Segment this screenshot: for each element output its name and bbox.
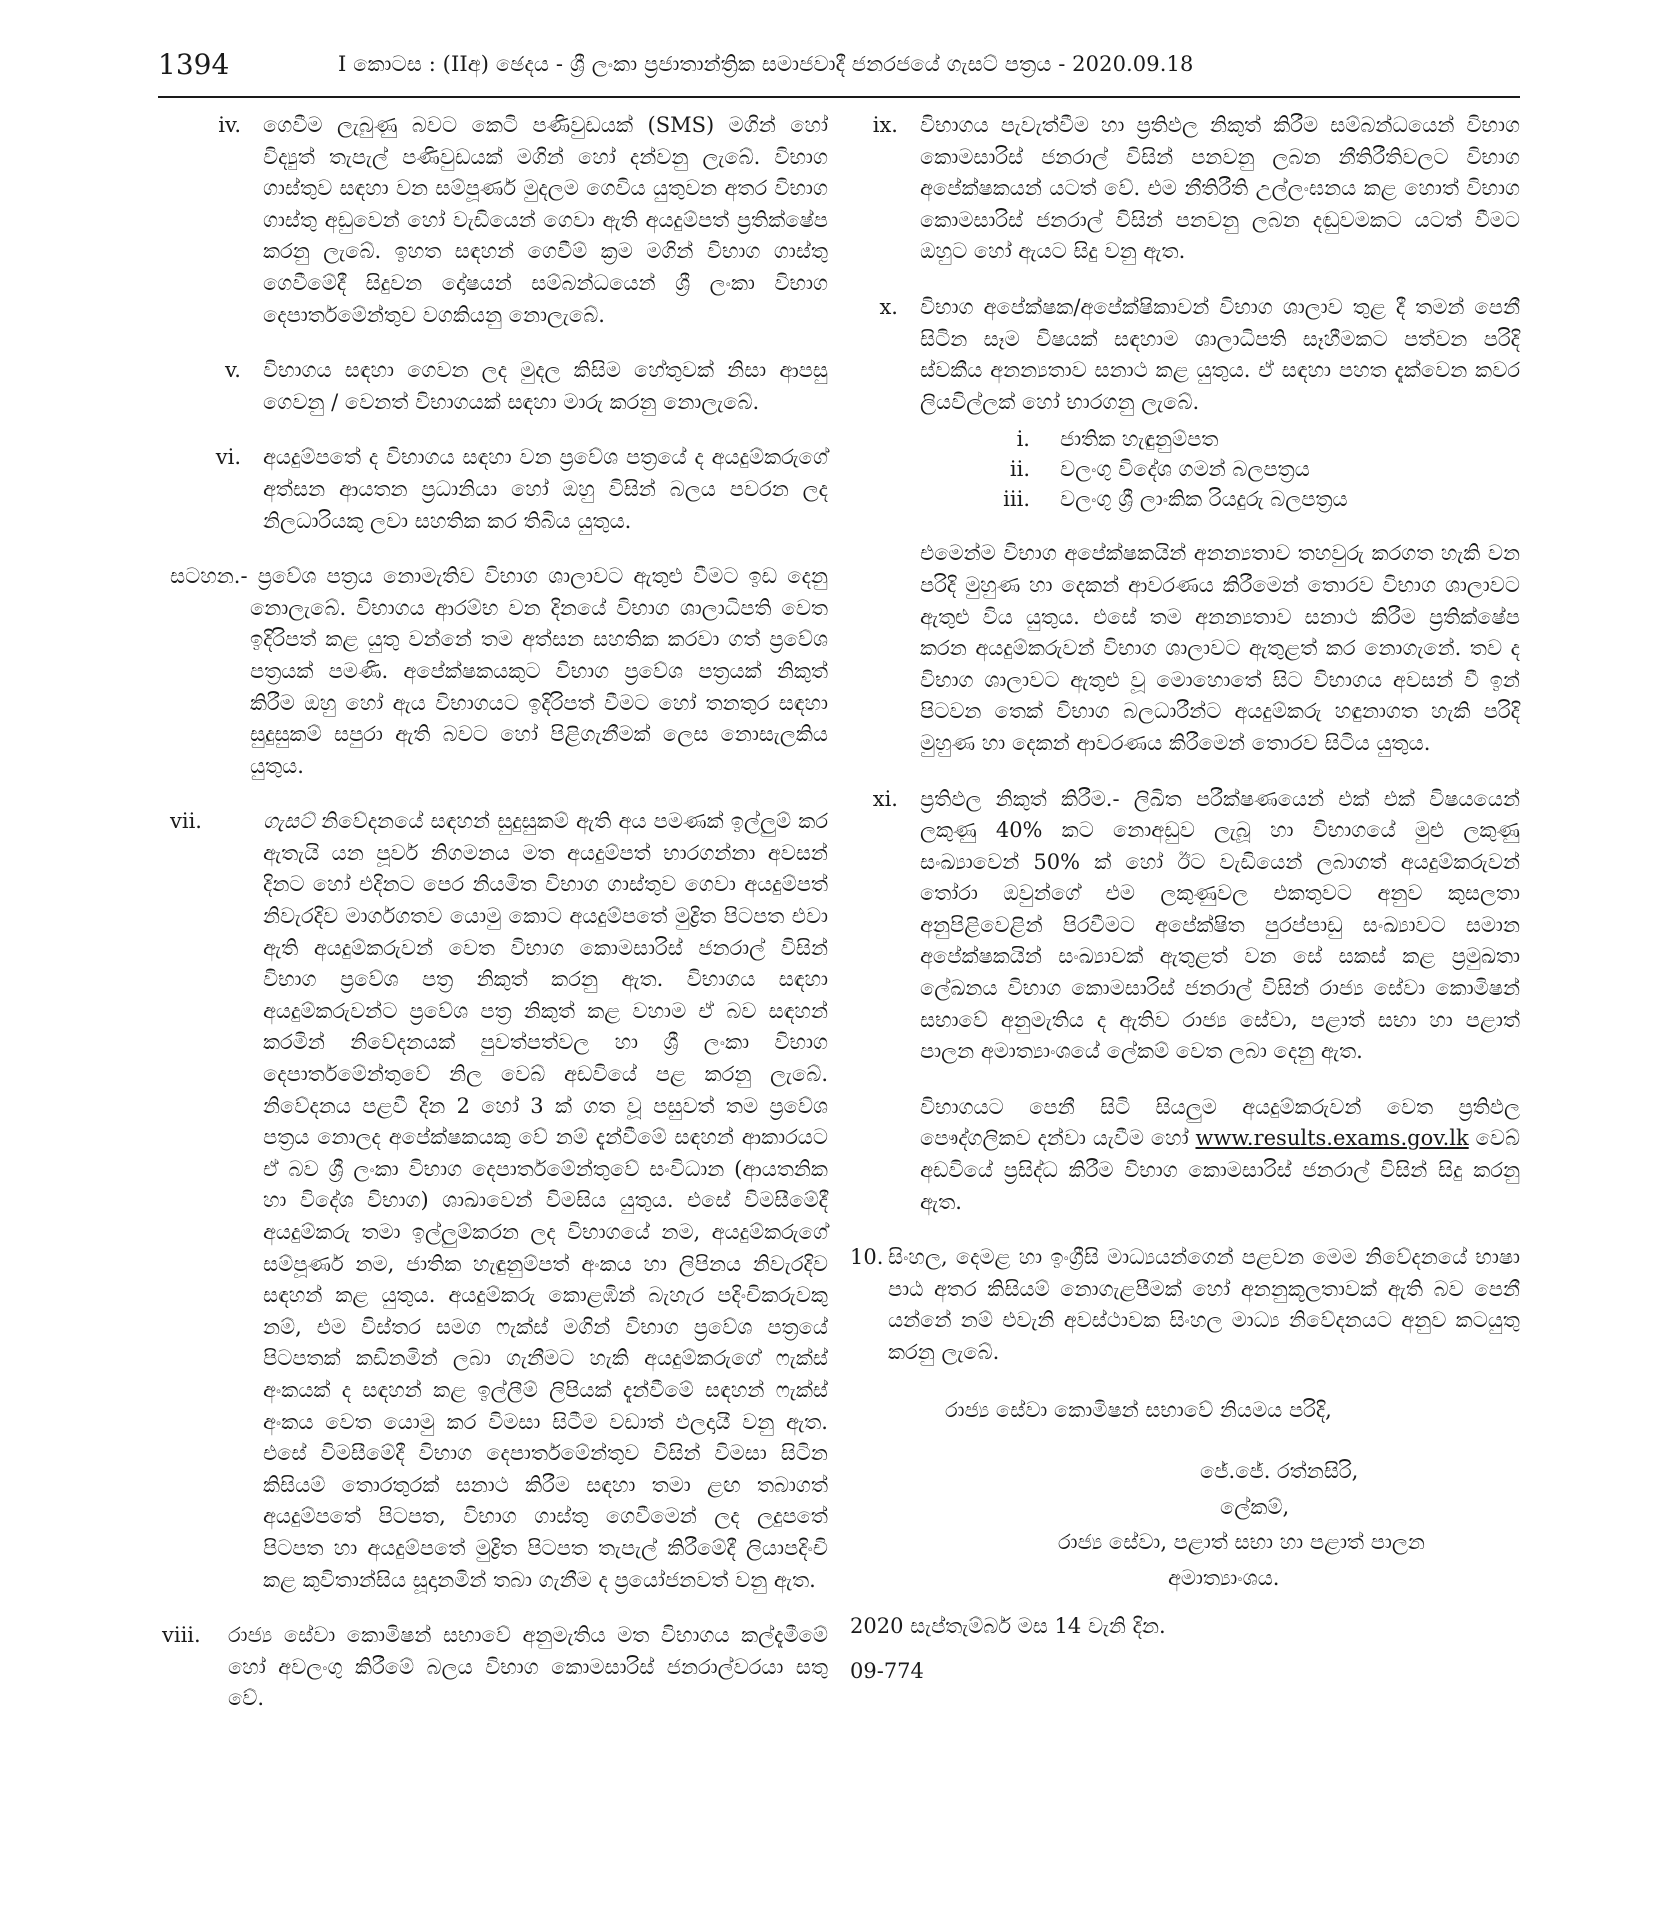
clause-paragraph: එමෙන්ම විභාග අපේක්ෂකයින් අනන්‍යතාව තහවුරු කරගත හැකි වන පරිදි මුහුණ හා දෙකන් ආවරණය කිරීමෙන් තොරව විභාග ශාලාවට ඇතුළු විය යුතුය. එසේ තම අනන්‍යතාව සනාථ කිරීම ප්‍රතික්ෂේප කරන අයදුම්කරුවන් විභාග ශාලාවට ඇතුළත් කර නොගැනේ. තව ද විභාග ශාලාවට ඇතුළු වූ මොහොතේ සිට විභාගය අවසන් වී ඉන් පිටවන තෙක් විභාග බලධාරීන්ට අයදුම්කරු හඳුනාගත හැකි පරිදි මුහුණ හා දෙකන් ආවරණය කිරීමෙන් තොරව සිටිය යුතුය. [920, 541, 1520, 755]
note-label: සටහන.- [170, 564, 248, 589]
clause-v [193, 355, 828, 418]
left-column [158, 110, 828, 1715]
id-documents-list [920, 424, 1520, 514]
ministry-line-1: රාජ්‍ය සේවා, පළාත් සභා හා පළාත් පාලන [1058, 1530, 1425, 1555]
clause-viii [158, 1620, 828, 1715]
note-text: ප්‍රවේශ පත්‍රය නොමැතිව විභාග ශාලාවට ඇතුළු වීමට ඉඩ දෙනු නොලැබේ. විභාගය ආරම්භ වන දිනයේ විභාග ශාලාධිපති වෙත ඉදිරිපත් කළ යුතු වන්නේ තම අත්සන සහතික කරවා ගත් ප්‍රවේශ පත්‍රයක් පමණි. අපේක්ෂකයකුට විභාග ප්‍රවේශ පත්‍රයක් නිකුත් කිරීම ඔහු හෝ ඇය විභාගයට ඉදිරිපත් වීමට හෝ තනතුර සඳහා සුදුසුකම් සපුරා ඇති බවට හෝ පිළිගැනීමක් ලෙස නොසැලකිය යුතුය. [250, 564, 828, 778]
clause-iv [193, 110, 828, 331]
clause-text: විභාගය සඳහා ගෙවන ලද මුදල කිසිම හේතුවක් නිසා ආපසු ගෙවනු / වෙනත් විභාගයක් සඳහා මාරු කරනු නොලැබේ. [263, 358, 828, 414]
clause-text: රාජ්‍ය සේවා කොමිෂන් සභාවේ අනුමැතිය මත විභාගය කල්දැමීමේ හෝ අවලංගු කිරීමේ බලය විභාග කොමසාරිස් ජනරාල්වරයා සතු වේ. [228, 1623, 828, 1711]
clause-text: අයදුම්පතේ ද විභාගය සඳහා වන ප්‍රවේශ පත්‍රයේ ද අයදුම්කරුගේ අත්සන ආයතන ප්‍රධානියා හෝ ඔහු විසින් බලය පවරන ලද නිලධාරියකු ලවා සහතික කර තිබිය යුතුය. [263, 445, 828, 533]
clause-text: ගැසට් නිවේදනයේ සඳහන් සුදුසුකම් ඇති අය පමණක් ඉල්ලුම් කර ඇතැයි යන පූර්ව නිගමනය මත අයදුම්පත් භාරගන්නා අවසන් දිනට හෝ එදිනට පෙර නියමිත විභාග ගාස්තුව ගෙවා අයදුම්පත් නිවැරදිව මාර්ගගතව යොමු කොට අයදුම්පතේ මුද්‍රිත පිටපත එවා ඇති අයදුම්කරුවන් වෙත විභාග කොමසාරිස් ජනරාල් විසින් විභාග ප්‍රවේශ පත්‍ර නිකුත් කරනු ඇත. විභාගය සඳහා අයදුම්කරුවන්ට ප්‍රවේශ පත්‍ර නිකුත් කළ වහාම ඒ බව සඳහන් කරමින් නිවේදනයක් පුවත්පත්වල හා ශ්‍රී ලංකා විභාග දෙපාර්තමේන්තුවේ නිල වෙබ් අඩවියේ පළ කරනු ලැබේ. නිවේදනය පළවී දින 2 හෝ 3 ක් ගත වූ පසුවත් තම ප්‍රවේශ පත්‍රය නොලද අපේක්ෂකයකු වේ නම් දැන්වීමේ සඳහන් ආකාරයට ඒ බව ශ්‍රී ලංකා විභාග දෙපාර්තමේන්තුවේ සංවිධාන (ආයතනික හා විදේශ විභාග) ශාඛාවෙන් විමසිය යුතුය. එසේ විමසීමේදී අයදුම්කරු තමා ඉල්ලුම්කරන ලද විභාගයේ නම, අයදුම්කරුගේ සම්පූර්ණ නම, ජාතික හැඳුනුම්පත් අංකය හා ලිපිනය නිවැරදිව සඳහන් කළ යුතුය. අයදුම්කරු කොළඹින් බැහැර පදිංචිකරුවකු නම්, එම විස්තර සමග ෆැක්ස් මගින් විභාග ප්‍රවේශ පත්‍රයේ පිටපතක් කඩිනමින් ලබා ගැනීමට හැකි අයදුම්කරුගේ ෆැක්ස් අංකයක් ද සඳහන් කළ ඉල්ලීම් ලිපියක් දැන්වීමේ සඳහන් ෆැක්ස් අංකය වෙත යොමු කර විමසා සිටීම වඩාත් ඵලදායී වනු ඇත. එසේ විමසීමේදී විභාග දෙපාර්තමේන්තුව විසින් විමසා සිටින කිසියම් තොරතුරක් සනාථ කිරීම සඳහා තමා ළඟ තබාගත් අයදුම්පතේ පිටපත, විභාග ගාස්තු ගෙවීමෙන් ලද ලදුපතේ පිටපත හා අයදුම්පතේ මුද්‍රිත පිටපත තැපැල් කිරීමේදී ලියාපදිංචි කළ කුවිතාන්සිය සූදානමින් තබා ගැනීම ද ප්‍රයෝජනවත් වනු ඇත. [263, 809, 828, 1592]
clause-x [850, 292, 1520, 760]
clause-number: 10. [850, 1245, 884, 1270]
clause-number: xi. [872, 786, 898, 811]
notice-date: 2020 සැප්තැම්බර් මස 14 වැනි දින. [850, 1613, 1166, 1638]
clause-number: viii. [162, 1623, 201, 1648]
clause-number: vii. [170, 809, 202, 834]
clause-number: vi. [215, 445, 241, 470]
closing-block [850, 1395, 1520, 1688]
signatory-designation: ලේකම්, [1220, 1494, 1290, 1519]
list-item: iii. වලංගු ශ්‍රී ලාංකික රියදුරු බලපත්‍රය [1003, 487, 1348, 512]
gazette-word: ගැසට් [263, 809, 315, 834]
ministry-line-2: අමාත්‍යාංශය. [1168, 1565, 1280, 1590]
clause-number: ix. [872, 113, 898, 137]
right-column [850, 110, 1520, 1688]
clause-xi [850, 784, 1520, 1219]
note-block [170, 561, 828, 782]
clause-text: ප්‍රතිඵල නිකුත් කිරීම.- ලිඛිත පරීක්ෂණයෙන් එක් එක් විෂයයෙන් ලකුණු 40% කට නොඅඩුව ලැබූ හා විභාගයේ මුළු ලකුණු සංඛ්‍යාවෙන් 50% ක් හෝ ඊට වැඩියෙන් ලබාගත් අයදුම්කරුවන් තෝරා ඔවුන්ගේ එම ලකුණුවල එකතුවට අනුව කුසලතා අනුපිළිවෙළින් පිරවීමට අපේක්ෂිත පුරප්පාඩු සංඛ්‍යාවට සමාන අපේක්ෂකයින් සංඛ්‍යාවක් ඇතුළත් වන සේ සකස් කළ ප්‍රමුඛතා ලේඛනය විභාග කොමසාරිස් ජනරාල් විසින් රාජ්‍ය සේවා කොමිෂන් සභාවේ අනුමැතිය ද ඇතිව රාජ්‍ය සේවා, පළාත් සභා හා පළාත් පාලන අමාත්‍යාංශයේ ලේකම් වෙත ලබා දෙනු ඇත. [920, 786, 1520, 1064]
results-website-link[interactable]: www.results.exams.gov.lk [1195, 1126, 1469, 1151]
list-item: i. ජාතික හැඳුනුම්පත [1016, 427, 1219, 452]
clause-vi [193, 442, 828, 537]
by-order-line: රාජ්‍ය සේවා කොමිෂන් සභාවේ නියමය පරිදි, [945, 1397, 1332, 1422]
clause-ix [850, 110, 1520, 268]
clause-number: v. [224, 358, 241, 383]
notice-reference: 09-774 [850, 1659, 924, 1684]
clause-number: x. [879, 294, 898, 319]
clause-text: ගෙවීම ලැබුණු බවට කෙටි පණිවුඩයක් (SMS) මගින් හෝ විද්‍යුත් තැපැල් පණිවුඩයක් මගින් හෝ දන්වනු ලැබේ. විභාග ගාස්තුව සඳහා වන සම්පූර්ණ මුදලම ගෙවිය යුතුවන අතර විභාග ගාස්තු අඩුවෙන් හෝ වැඩියෙන් ගෙවා ඇති අයදුම්පත් ප්‍රතික්ෂේප කරනු ලැබේ. ඉහත සඳහන් ගෙවීම් ක්‍රම මගින් විභාග ගාස්තු ගෙවීමේදී සිදුවන දෝෂයන් සම්බන්ධයෙන් ශ්‍රී ලංකා විභාග දෙපාර්තමේන්තුව වගකියනු නොලැබේ. [263, 113, 828, 327]
page-header [158, 40, 1520, 98]
header-rule [158, 96, 1520, 98]
gazette-title: I කොටස : (IIඅ) ඡෙදය - ශ්‍රී ලංකා ප්‍රජාතාන්ත්‍රික සමාජවාදී ජනරජයේ ගැසට් පත්‍රය - 2020.09.18 [338, 52, 1194, 76]
page-number: 1394 [158, 48, 230, 81]
clause-text: විභාගය පැවැත්වීම හා ප්‍රතිඵල නිකුත් කිරීම සම්බන්ධයෙන් විභාග කොමසාරිස් ජනරාල් විසින් පනවනු ලබන නීතිරීතිවලට විභාග අපේක්ෂකයන් යටත් වේ. එම නීතිරීති උල්ලංඝනය කළ හොත් විභාග කොමසාරිස් ජනරාල් විසින් පනවනු ලබන දඬුවමකට යටත් වීමට ඔහුට හෝ ඇයට සිදු වනු ඇත. [920, 113, 1520, 264]
clause-10 [850, 1242, 1520, 1368]
signatory-name: ජේ.ජේ. රත්නසිරි, [1200, 1459, 1359, 1484]
list-item: ii. වලංගු විදේශ ගමන් බලපත්‍රය [1009, 457, 1310, 482]
results-paragraph: විභාගයට පෙනී සිටි සියලුම අයදුම්කරුවන් වෙත ප්‍රතිඵල පෞද්ගලිකව දන්වා යැවීම හෝ www.results.exams.gov.lk වෙබ් අඩවියේ ප්‍රසිද්ධ කිරීම විභාග කොමසාරිස් ජනරාල් විසින් සිදු කරනු ඇත. [920, 1094, 1520, 1214]
clause-vii [158, 806, 828, 1596]
clause-number: iv. [218, 113, 241, 137]
clause-text: විභාග අපේක්ෂක/අපේක්ෂිකාවන් විභාග ශාලාව තුළ දී තමන් පෙනී සිටින සෑම විෂයක් සඳහාම ශාලාධිපති සෑහීමකට පත්වන පරිදි ස්වකීය අනන්‍යතාව සනාථ කළ යුතුය. ඒ සඳහා පහත දැක්වෙන කවර ලියවිල්ලක් හෝ භාරගනු ලැබේ. [920, 294, 1520, 414]
clause-text: සිංහල, දෙමළ හා ඉංග්‍රීසි මාධ්‍යයන්ගෙන් පළවන මෙම නිවේදනයේ භාෂා පාඨ අතර කිසියම් නොගැළපීමක් හෝ අනනුකූලතාවක් ඇති බව පෙනී යන්නේ නම් එවැනි අවස්ථාවක සිංහල මාධ්‍ය නිවේදනයට අනුව කටයුතු කරනු ලැබේ. [888, 1245, 1520, 1364]
